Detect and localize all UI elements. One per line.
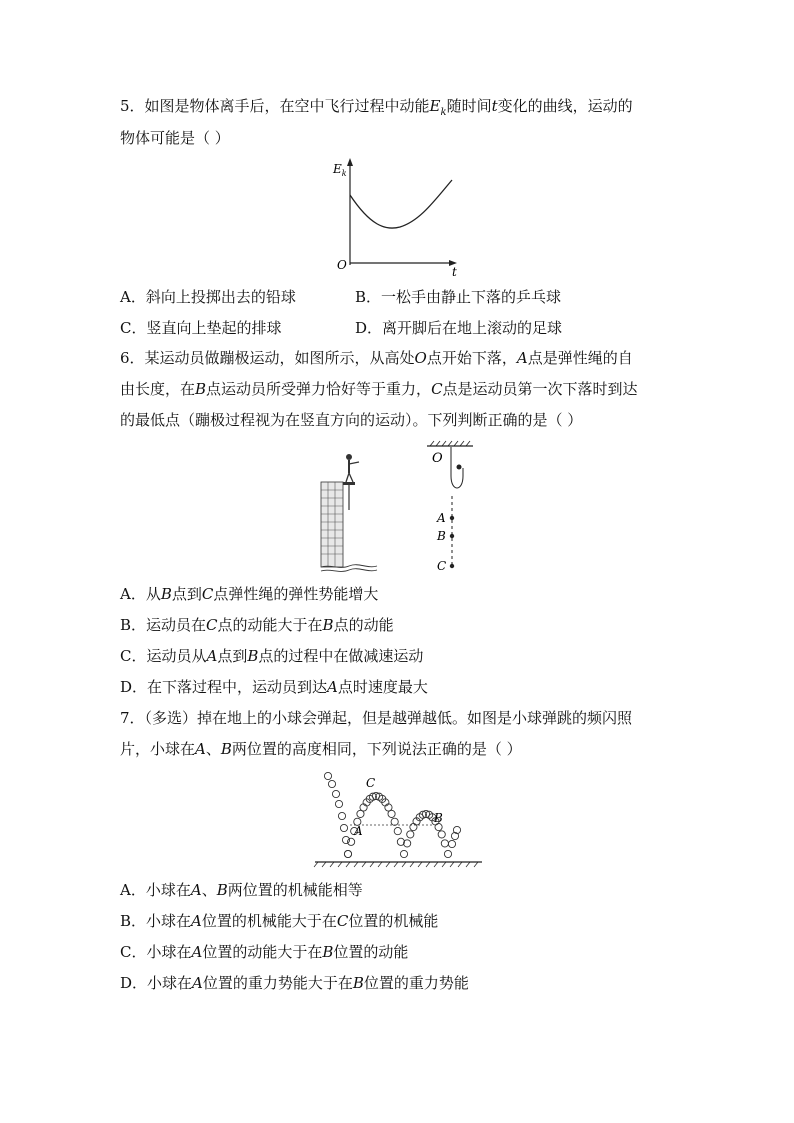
- ball-image: [335, 800, 342, 807]
- point-a: [450, 516, 454, 520]
- ball-image: [344, 850, 351, 857]
- q6-stem-line2: 由长度，在B点运动员所受弹力恰好等于重力，C点是运动员第一次下落时到达: [120, 380, 638, 398]
- q7-option-b[interactable]: B．小球在A位置的机械能大于在C位置的机械能: [120, 912, 439, 930]
- y-axis-label: $E_k$: [333, 162, 347, 178]
- ball-image: [324, 772, 331, 779]
- ek-curve: [350, 180, 452, 228]
- point-c: [450, 564, 454, 568]
- q5-option-d[interactable]: D．离开脚后在地上滚动的足球: [355, 319, 563, 337]
- ball-image: [444, 850, 451, 857]
- q7-option-a[interactable]: A．小球在A、B两位置的机械能相等: [120, 881, 363, 899]
- q5-ek-time-graph: [325, 155, 465, 280]
- q6-stem-line3: 的最低点（蹦极过程视为在竖直方向的运动）。下列判断正确的是（ ）: [120, 411, 583, 429]
- q7-bouncing-ball-figure: [310, 770, 485, 870]
- label-a: A: [354, 824, 363, 838]
- label-b: B: [437, 529, 446, 543]
- jumper-dot-top: [457, 465, 462, 470]
- q5-stem-line1: 5．如图是物体离手后，在空中飞行过程中动能$E_k$随时间t变化的曲线，运动的: [120, 97, 633, 118]
- q5-option-c[interactable]: C．竖直向上垫起的排球: [120, 319, 282, 337]
- q6-bungee-figure: [315, 440, 490, 575]
- label-c: C: [366, 776, 376, 790]
- q7-stem-line2: 片，小球在A、B两位置的高度相同，下列说法正确的是（ ）: [120, 740, 522, 758]
- ball-image: [328, 780, 335, 787]
- q6-option-a[interactable]: A．从B点到C点弹性绳的弹性势能增大: [120, 585, 379, 603]
- ball-image: [438, 831, 445, 838]
- q7-option-d[interactable]: D．小球在A位置的重力势能大于在B位置的重力势能: [120, 974, 469, 992]
- ball-image: [448, 840, 455, 847]
- label-o: O: [432, 451, 443, 466]
- point-b: [450, 534, 454, 538]
- origin-label: O: [337, 258, 347, 272]
- q6-stem-line1: 6．某运动员做蹦极运动，如图所示，从高处O点开始下落，A点是弹性绳的自: [120, 349, 633, 367]
- bungee-schematic: [427, 441, 473, 573]
- ball-image: [394, 827, 401, 834]
- q5-option-b[interactable]: B．一松手由静止下落的乒乓球: [355, 288, 562, 306]
- ball-image: [338, 812, 345, 819]
- q6-option-d[interactable]: D．在下落过程中，运动员到达A点时速度最大: [120, 678, 428, 696]
- ball-image: [332, 790, 339, 797]
- ground-hatching: [314, 862, 478, 867]
- ball-image: [340, 824, 347, 831]
- x-axis-label: t: [452, 265, 457, 279]
- q5-stem-line2: 物体可能是（ ）: [120, 129, 230, 147]
- ball-image: [400, 850, 407, 857]
- q5-text: 5．如图是物体离手后，在空中飞行过程中动能: [120, 97, 430, 115]
- q6-option-c[interactable]: C．运动员从A点到B点的过程中在做减速运动: [120, 647, 424, 665]
- q5-var-E: $E_k$: [429, 97, 447, 118]
- q6-option-b[interactable]: B．运动员在C点的动能大于在B点的动能: [120, 616, 394, 634]
- q7-stem-line1: 7．（多选）掉在地上的小球会弹起，但是越弹越低。如图是小球弹跳的频闪照: [120, 709, 633, 727]
- cliff-illustration: [321, 454, 377, 571]
- y-axis-arrow: [347, 158, 353, 166]
- q7-option-c[interactable]: C．小球在A位置的动能大于在B位置的动能: [120, 943, 409, 961]
- label-c: C: [437, 559, 447, 573]
- label-b: B: [434, 811, 443, 825]
- ball-image: [407, 831, 414, 838]
- ball-image: [388, 810, 395, 817]
- ball-image: [391, 818, 398, 825]
- q5-option-a[interactable]: A．斜向上投掷出去的铅球: [120, 288, 296, 306]
- ball-image: [441, 840, 448, 847]
- label-a: A: [437, 511, 446, 525]
